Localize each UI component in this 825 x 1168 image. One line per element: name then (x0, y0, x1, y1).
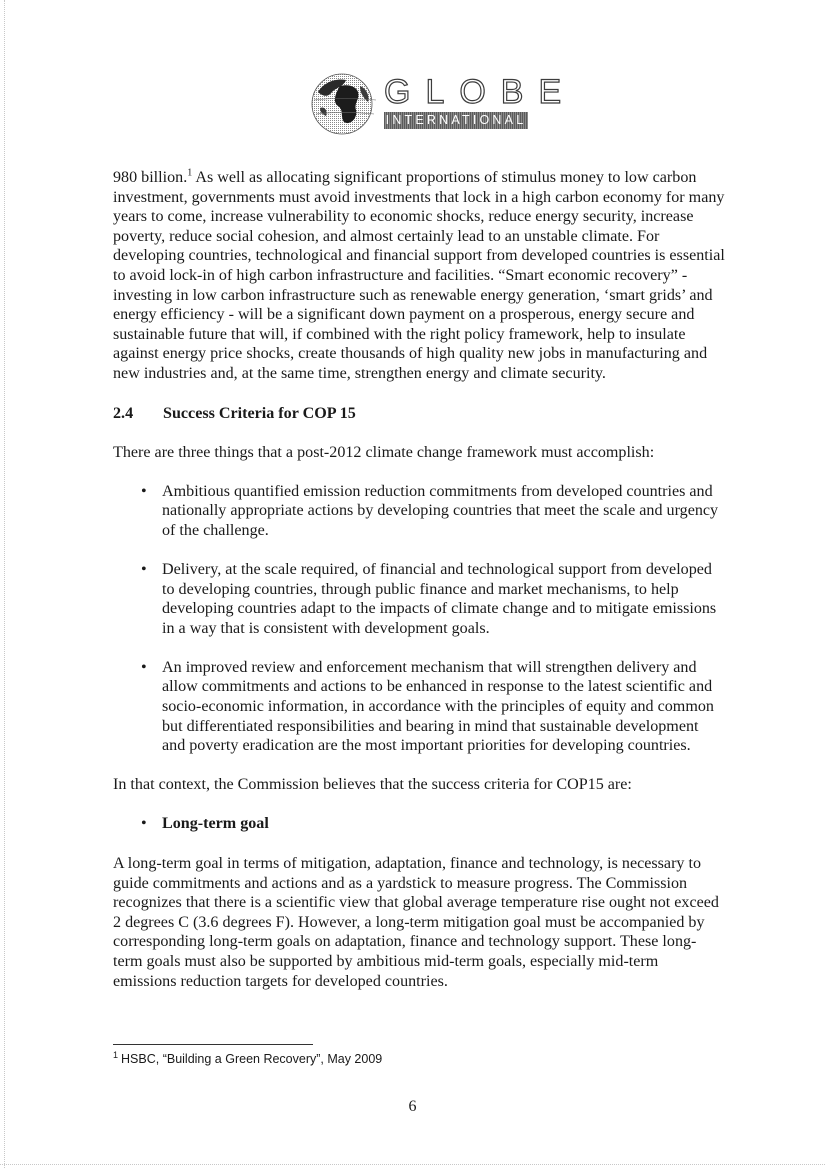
list-item-text: Ambitious quantified emission reduction commitments from developed countries and nationally appropriate actions by developing countries that meet the scale and urgency of the challenge. (162, 482, 719, 539)
intro-text-rest: As well as allocating significant proportions of stimulus money to low carbon investment, governments must avoid investments that lock in a high carbon economy for many years to come, increase vulnerability to economic shocks, reduce energy security, increase poverty, reduce social cohesion, and almost certainly lead to an unstable climate. For developing countries, technological and financial support from developed countries is essential to avoid lock-in of high carbon infrastructure and facilities. “Smart economic recovery” - investing in low carbon infrastructure such as renewable energy generation, ‘smart grids’ and energy efficiency - will be a significant down payment on a prosperous, energy secure and sustainable future that will, if combined with the right policy framework, help to insulate against energy price shocks, create thousands of high quality new jobs in manufacturing and new industries and, at the same time, strengthen energy and climate security. (113, 169, 725, 382)
bullet-icon: • (141, 561, 147, 578)
logo-wordmark: GLOBE (384, 73, 577, 111)
bullet-icon: • (141, 815, 147, 833)
subheading-text: Long-term goal (162, 815, 269, 833)
page-number: 6 (408, 1098, 417, 1115)
long-term-goal-heading (113, 814, 725, 834)
globe-icon (310, 72, 378, 136)
document-body (113, 168, 725, 991)
intro-paragraph (113, 168, 725, 384)
context-paragraph: In that context, the Commission believes that the success criteria for COP15 are: (113, 776, 632, 794)
list-item (113, 560, 725, 638)
intro-text-start: 980 billion. (113, 169, 188, 186)
footnote (113, 1051, 382, 1067)
bullet-icon: • (141, 658, 147, 676)
bullet-icon: • (141, 482, 147, 500)
footnote-text: HSBC, “Building a Green Recovery”, May 2009 (121, 1052, 383, 1066)
footnote-reference: 1 (187, 167, 193, 179)
criteria-list (113, 482, 725, 756)
long-term-goal-paragraph: A long-term goal in terms of mitigation, adaptation, finance and technology, is necessary to guide commitments and actions and as a yardstick to measure progress. The Commission recognizes that there is a scientific view that global average temperature rise ought not exceed 2 degrees C (3.6 degrees F). However, a long-term mitigation goal must be accompanied by corresponding long-term goals on adaptation, finance and technology support. These long-term goals must also be supported by ambitious mid-term goals, especially mid-term emissions reduction targets for developed countries. (113, 855, 719, 990)
section-title: Success Criteria for COP 15 (163, 404, 356, 422)
list-item (113, 658, 725, 756)
list-item (113, 482, 725, 541)
globe-international-logo (310, 72, 577, 136)
section-heading (113, 404, 725, 424)
list-item-text: An improved review and enforcement mechanism that will strengthen delivery and allow commitments and actions to be enhanced in response to the latest scientific and socio-economic information, in accordance with the principles of equity and common but differentiated responsibilities and bearing in mind that sustainable development and poverty eradication are the most important priorities for developing countries. (162, 658, 714, 755)
lead-in-paragraph: There are three things that a post-2012 climate change framework must accomplish: (113, 444, 655, 462)
list-item-text: Delivery, at the scale required, of financial and technological support from developed to developing countries, through public finance and market mechanisms, to help developing countries adapt to the impacts of climate change and to mitigate emissions in a way that is consistent with development goals. (162, 561, 717, 637)
page-edge-left (4, 0, 5, 1168)
section-number: 2.4 (113, 404, 134, 422)
logo-subtitle: INTERNATIONAL (385, 113, 527, 127)
page-edge-bottom (0, 1164, 825, 1165)
footnote-divider (113, 1044, 313, 1045)
footnote-marker: 1 (113, 1049, 119, 1060)
